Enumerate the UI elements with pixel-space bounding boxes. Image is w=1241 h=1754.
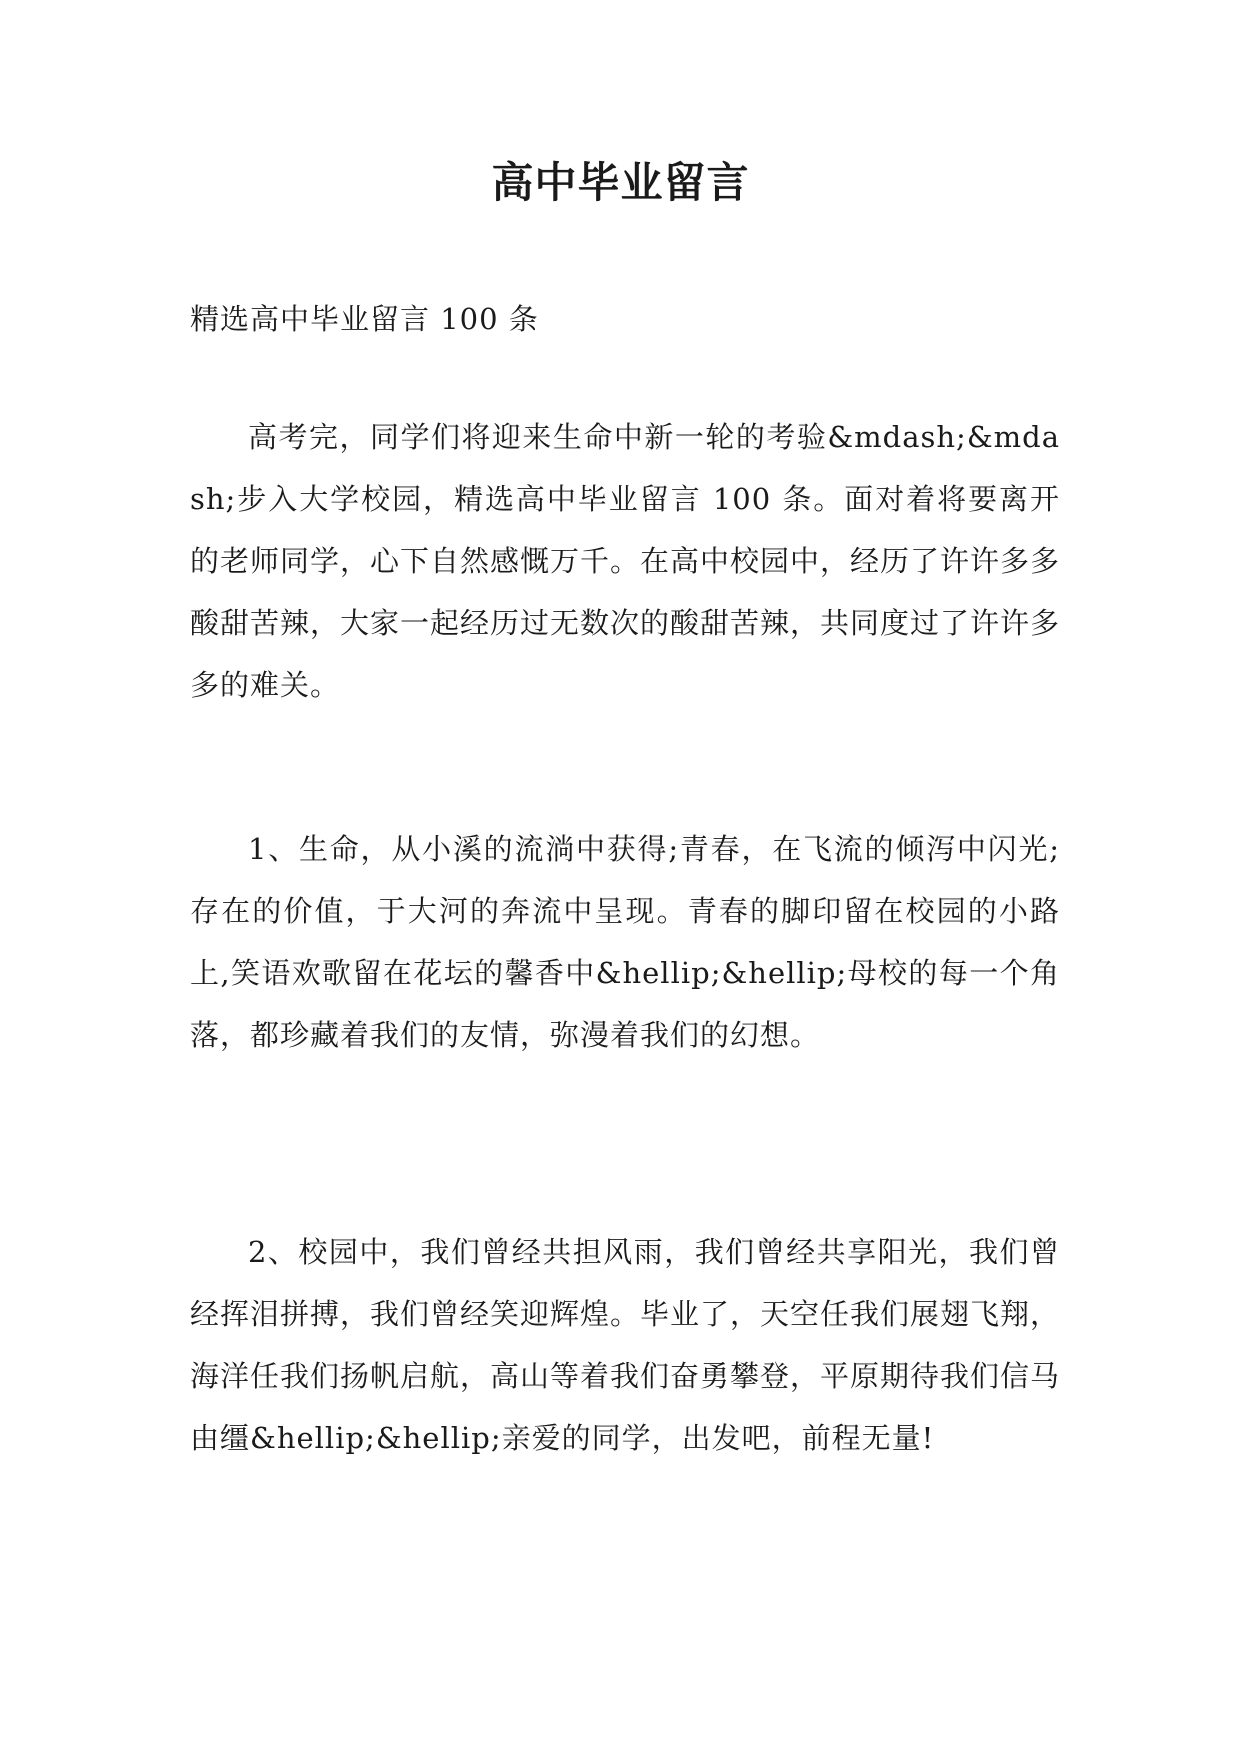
- document-subtitle: 精选高中毕业留言 100 条: [190, 302, 539, 336]
- intro-paragraph: 高考完，同学们将迎来生命中新一轮的考验&mdash;&mdash;步入大学校园，精选高中毕业留言 100 条。面对着将要离开的老师同学，心下自然感慨万千。在高中校园中，经历了许许多多酸甜苦辣，大家一起经历过无数次的酸甜苦辣，共同度过了许许多多的难关。: [190, 420, 1061, 702]
- message-paragraph-2: 2、校园中，我们曾经共担风雨，我们曾经共享阳光，我们曾经挥泪拼搏，我们曾经笑迎辉煌。毕业了，天空任我们展翅飞翔，海洋任我们扬帆启航，高山等着我们奋勇攀登，平原期待我们信马由缰&hellip;&hellip;亲爱的同学，出发吧，前程无量!: [190, 1235, 1061, 1455]
- document-title: 高中毕业留言: [491, 158, 750, 207]
- message-paragraph-1: 1、生命，从小溪的流淌中获得;青春，在飞流的倾泻中闪光;存在的价值，于大河的奔流中呈现。青春的脚印留在校园的小路上,笑语欢歌留在花坛的馨香中&hellip;&hellip;母校的每一个角落，都珍藏着我们的友情，弥漫着我们的幻想。: [190, 832, 1060, 1052]
